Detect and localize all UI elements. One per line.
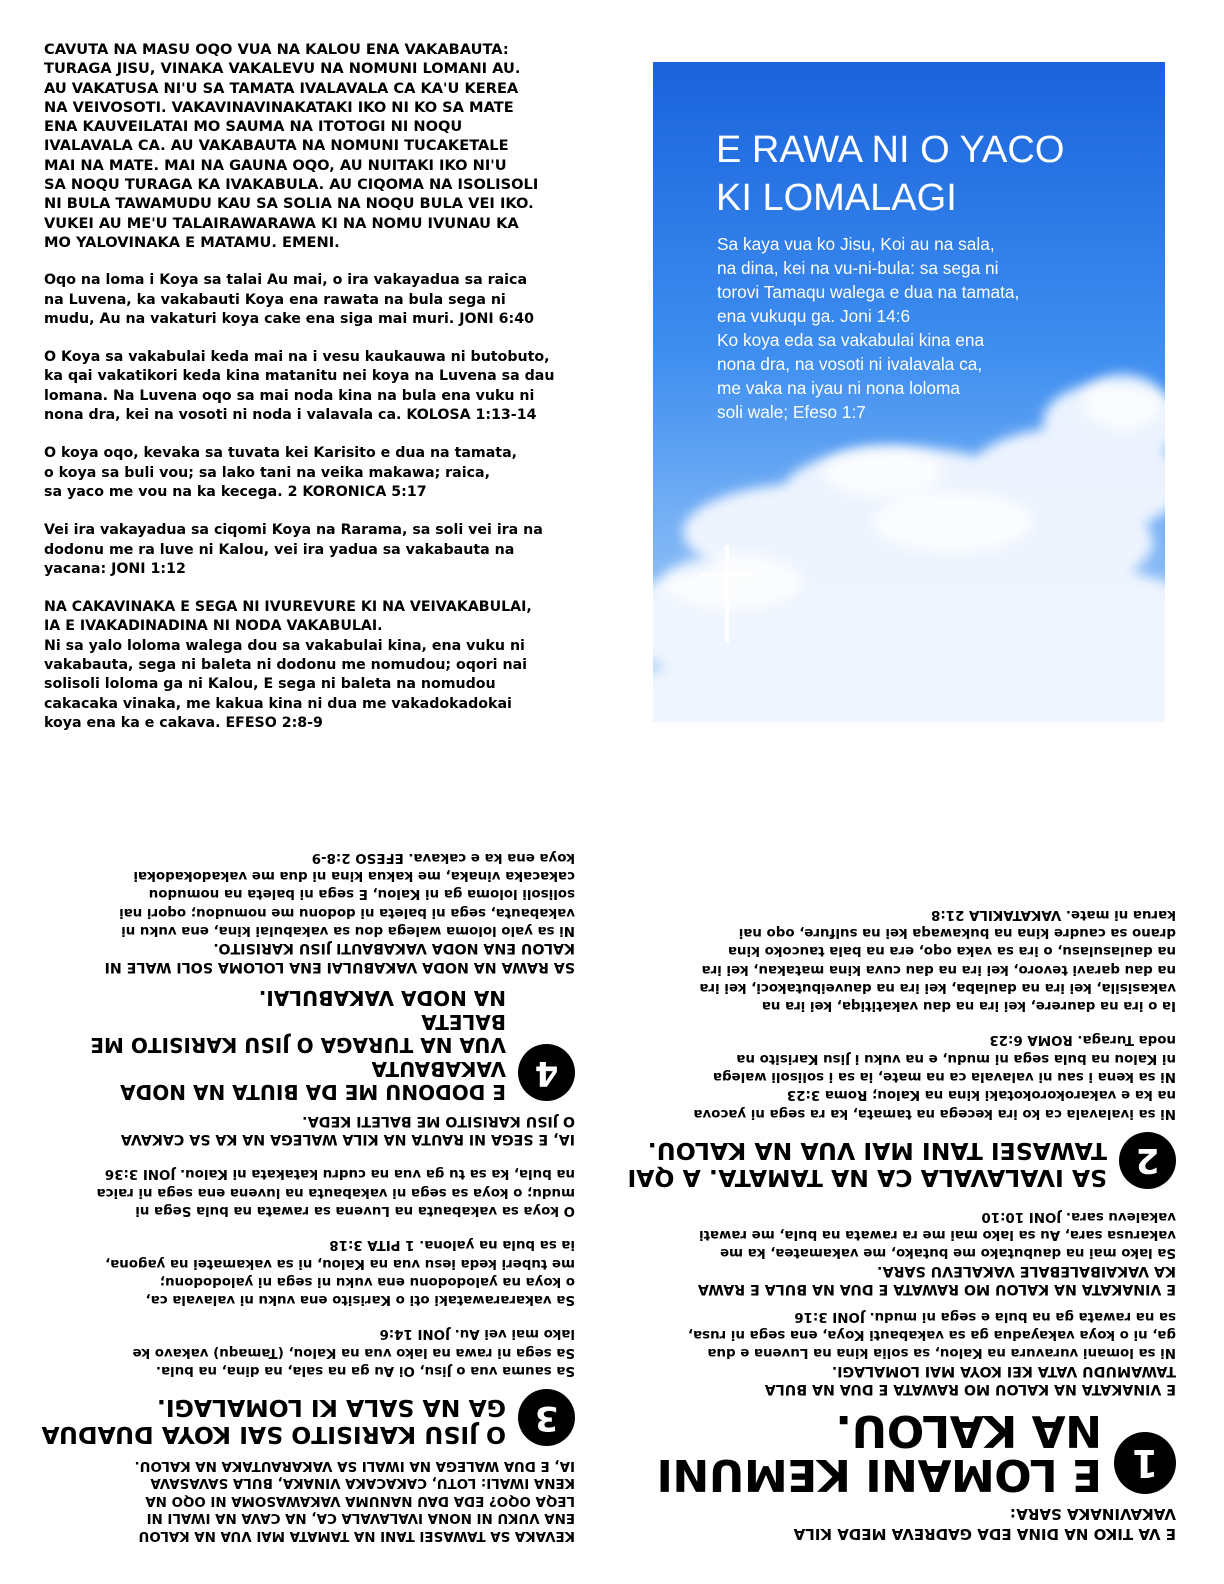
verse-john-1-12: Vei ira vakayadua sa ciqomi Koya na Rarama, sa soli vei ira na dodonu me ra luve ni Kalou, vei ira yadua sa vakabauta na yacana: JONI 1:12	[44, 522, 543, 577]
section-4-header	[33, 986, 575, 1104]
section-4-verse-ephesians-2-8: Ni sa yalo loloma walega dou sa vakabulai kina, ena vuku ni vakabauta, sega ni baleta ni dodonu me nomudou; oqori nai solisoli loloma ga ni Kalou, E sega ni baleta na nomudou cakacaka vinaka, me kakua kina ni dua me vakadokadokai koya ena ka e cakava. EFESO 2:8-9	[119, 849, 575, 938]
section-1-header	[624, 1405, 1176, 1500]
verse-colossians-1-13: O Koya sa vakabulai keda mai na i vesu kaukauwa ni butobuto, ka qai vakatikori keda kina matanitu nei koya na Luvena sa dau lomana. Na Luvena oqo sa mai noda kina na bula ena vuku ni nona dra, kei na vosoti ni noda i valavala ca. KOLOSA 1:13-14	[44, 349, 555, 424]
section-1-heading: E LOMANI KEMUNI NA KALOU.	[657, 1405, 1102, 1500]
intro-question: KEVAKA SA TAWASEI TANI NA TAMATA MAI VUA NA KALOU ENA VUKU NI NONA IVALAVALA CA, NA CAVA NA IWALI NI LEQA OQO? EDA DAU NANUMA VAKAWASOMA NI OQO NA KENA IWALI: LOTU, CAKACAKA VINAKA, BULA SAVASAVA IA, E DUA WALEGA NA IWALI SA VAKARAUTAKA NA KALOU.	[134, 1457, 575, 1543]
verse-2-corinthians-5-17: O koya oqo, kevaka sa tuvata kei Karisito e dua na tamata, o koya sa buli vou; sa lako tani na veika makawa; raica, sa yaco me vou na ka kecega. 2 KORONICA 5:17	[44, 445, 518, 500]
verse-ephesians-2-8: NA CAKAVINAKA E SEGA NI IVUREVURE KI NA VEIVAKABULAI, IA E IVAKADINADINA NI NODA VAKABULAI. Ni sa yalo loloma walega dou sa vakabulai kina, ena vuku ni vakabauta, sega ni baleta ni dodonu me nomudou; oqori nai solisoli loloma ga ni Kalou, E sega ni baleta na nomudou cakacaka vinaka, me kakua kina ni dua me vakadokadokai koya ena ka e cakava. EFESO 2:8-9	[44, 599, 532, 731]
section-1-subheading-2: E VINAKATA NA KALOU MO RAWATA E DUA NA BULA E RAWA KA VAKAIBALEBALE VAKALEVU SARA.	[697, 1262, 1176, 1298]
section-number-1: 1	[1114, 1432, 1176, 1494]
section-3-subheading: IA, E SEGA NI RAUTA NA KILA WALEGA NA KA SA CAKAVA O JISU KARISITO ME BALETI KEDA.	[120, 1112, 575, 1148]
section-4-heading: E DODONU ME DA BIUTA NA NODA VAKABAUTA VUA NA TURAGA O JISU KARISITO ME BALETA NA NODA VAKABULAI.	[90, 986, 506, 1105]
scripture-panel-top-left	[44, 40, 589, 752]
section-2-header	[624, 1132, 1176, 1191]
section-number-4: 4	[518, 1044, 575, 1101]
section-2-verse-revelation-21-8: Ia o ira na daurere, kei ira na dau vakatitiqa, kei ira na vakasisila, kei ira na daulaba, kei ira na dauveibutakoci, kei ira na dau qaravi tevoro, kei ira na dau cuva kina matakau, kei ira na daulasulasu, o ira sa vaka oqo, era na bala taucoko kina drano sa caudre kina na bukawaqa kei na sulfure, oqo nai karua ni mate. VAKATAKILA 21:8	[699, 906, 1176, 1014]
cross-icon	[701, 545, 753, 643]
salvation-prayer: CAVUTA NA MASU OQO VUA NA KALOU ENA VAKABAUTA: TURAGA JISU, VINAKA VAKALEVU NA NOMUNI LOMANI AU. AU VAKATUSA NI'U SA TAMATA IVALAVALA CA KA'U KEREA NA VEIVOSOTI. VAKAVINAVINAKATAKI IKO NI KO SA MATE ENA KAUVEILATAI MO SAUMA NA ITOTOGI NI NOQU IVALAVALA CA. AU VAKABAUTA NA NOMUNI TUCAKETALE MAI NA MATE. MAI NA GAUNA OQO, AU NUITAKI IKO NI'U SA NOQU TURAGA KA IVAKABULA. AU CIQOMA NA ISOLISOLI NI BULA TAWAMUDU KAU SA SOLIA NA NOQU BULA VEI IKO. VUKEI AU ME'U TALAIRAWARAWA KI NA NOMU IVUNAU KA MO YALOVINAKA E MATAMU. EMENI.	[44, 41, 539, 251]
section-3-verse-john-3-36: O koya sa vakabauta na Luvena sa rawata na bula Sega ni mudu; o koya sa sega ni vakabauta na luvena ena sega ni raica na bula, ka sa tu ga vua na cudru katakata ni Kalou. JONI 3:36	[96, 1166, 575, 1218]
section-number-3: 3	[518, 1389, 575, 1446]
section-number-2: 2	[1119, 1132, 1176, 1189]
section-3-header	[33, 1389, 575, 1448]
section-2-verses-romans: Ni sa ivalavala ca ko ira kecega na tamata, ka ra sega ni yacova na ka e vakarokorokotaki kina na Kalou; Roma 3:23 Ni sa kena i sau ni valavala ca na mate, ia sa i solisoli walega ni Kalou na bula sega ni mudu, e na vuku i Jisu Karisito na noda Turaga. ROMA 6:23	[693, 1032, 1176, 1121]
section-3-verse-1-peter-3-18: Sa vakararawataki oti o Karisito ena vuku ni valavala ca, o koya na yalododonu ena vuku ni sega ni yalododonu; me tuberi keda iesu vua na Kalou, ni sa vakamatei na yagona, ia sa bula na yalona. 1 PITA 3:18	[105, 1237, 575, 1308]
tract-panel-truths-1-2	[624, 812, 1176, 1544]
tract-cover	[653, 62, 1165, 722]
tract-panel-truths-3-4	[33, 812, 575, 1544]
verse-john-6-40: Oqo na loma i Koya sa talai Au mai, o ira vakayadua sa raica na Luvena, ka vakabauti Koya ena rawata na bula sega ni mudu, Au na vakaturi koya cake ena siga mai muri. JONI 6:40	[44, 272, 534, 327]
section-3-verse-john-14-6: Sa sauma vua o Jisu, Oi Au ga na sala, na dina, na bula. Sa sega ni rawa na lako vua na Kalou, (Tamaqu) vakavo ke lako mai vei Au. JONI 14:6	[132, 1326, 575, 1379]
section-2-heading: SA IVALAVALA CA NA TAMATA. A QAI TAWASEI TANI MAI VUA NA KALOU.	[627, 1136, 1107, 1192]
section-3-heading: O JISU KARISITO SAI KOYA DUADUA GA NA SALA KI LOMALAGI.	[41, 1394, 506, 1450]
intro-text: E VA TIKO NA DINA EDA GADREVA MEDA KILA VAKAVINAKA SARA:	[793, 1505, 1176, 1543]
section-1-verse-john-3-16: Ni sa lomani vuravura na Kalou, sa solia kina na Luvena e dua ga, ni o koya vakayadua ga sa vakabauti Koya, ena sega ni rusa, sa na rawata ga na bula e sega ni mudu. JONI 3:16	[687, 1308, 1176, 1361]
cover-title: E RAWA NI O YACO KI LOMALAGI	[716, 129, 1065, 219]
cover-verse: Sa kaya vua ko Jisu, Koi au na sala, na dina, kei na vu-ni-bula: sa sega ni torovi Tamaqu walega e dua na tamata, ena vukuqu ga. Joni 14:6 Ko koya eda sa vakabulai kina ena nona dra, na vosoti ni ivalavala ca, me vaka na iyau ni nona loloma soli wale; Efeso 1:7	[717, 234, 1020, 422]
section-4-subheading: SA RAWA NA NODA VAKABULAI ENA LOLOMA SOLI WALE NI KALOU ENA NODA VAKABAUTI JISU KARISITO.	[104, 940, 575, 975]
section-1-verse-john-10-10: Sa lako mai na daubutako me butako, me vakamatea, ka me vakarusa sara, Au sa lako mai me ra rawata na bula, me rawati vakalevu sara. JONI 10:10	[698, 1208, 1176, 1261]
section-1-subheading: E VINAKATA NA KALOU MO RAWATA E DUA NA BULA TAWAMUDU VATA KEI KOYA MAI LOMALAGI.	[764, 1362, 1176, 1397]
